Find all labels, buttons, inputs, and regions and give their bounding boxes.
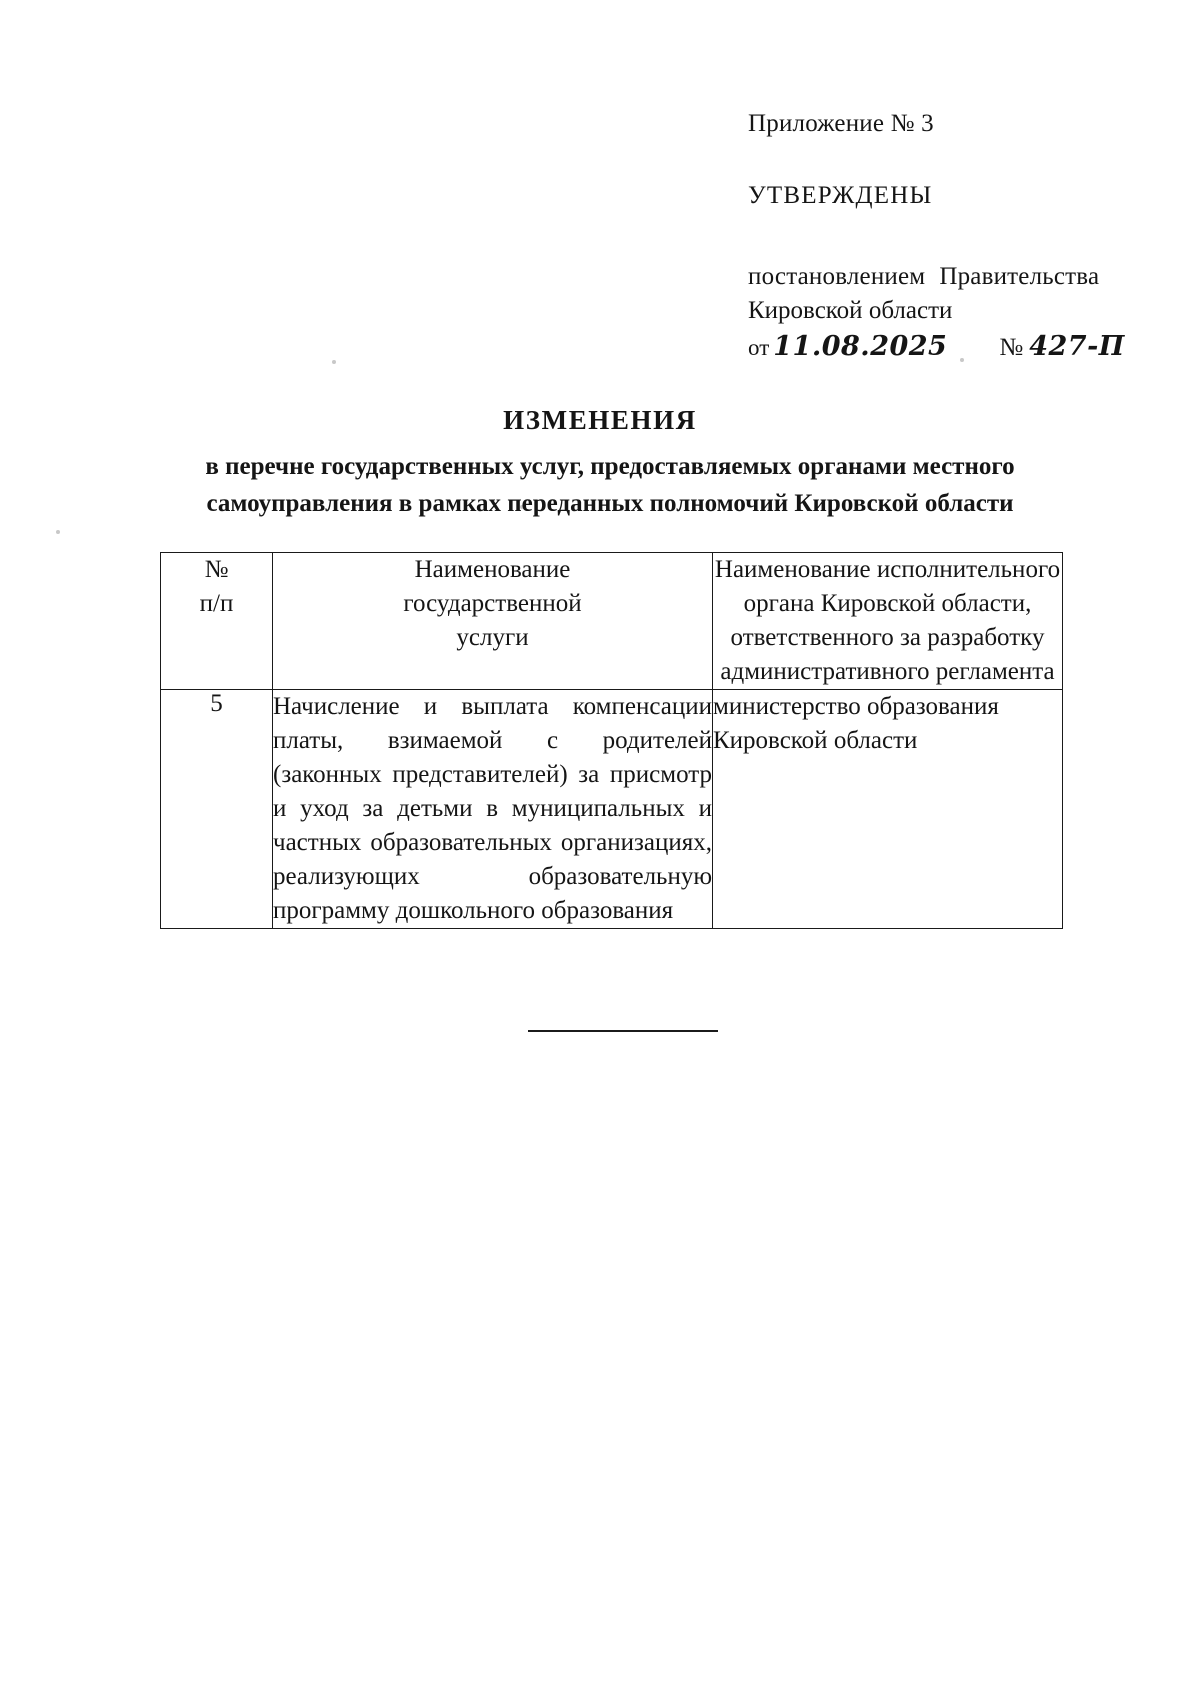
decree-number-value: 427-П: [1029, 331, 1125, 362]
column-header-body-line1: Наименование исполнительного: [714, 556, 1061, 583]
column-header-responsible-body: [713, 553, 1063, 690]
scan-speck: [332, 360, 336, 364]
column-header-number: [161, 553, 273, 690]
row-responsible-body: министерство образования Кировской области: [713, 690, 1063, 929]
subtitle-line-2: самоуправления в рамках переданных полномочий Кировской области: [206, 490, 1014, 517]
table-header-row: [161, 553, 1063, 690]
region-name: Кировской области: [748, 297, 953, 324]
column-header-body-line3: ответственного за разработку: [730, 624, 1045, 651]
scan-speck: [56, 530, 60, 534]
column-header-service-name: [273, 553, 713, 690]
column-header-number-line2: п/п: [199, 590, 234, 617]
subtitle-line-1: в перечне государственных услуг, предоставляемых органами местного: [205, 453, 1015, 480]
decree-date-row: [748, 330, 1168, 365]
column-header-body-line2: органа Кировской области,: [743, 590, 1032, 617]
column-header-service-line1: Наименование: [414, 556, 571, 583]
decree-word: постановлением: [748, 263, 926, 290]
approved-label: УТВЕРЖДЕНЫ: [748, 182, 933, 209]
government-word: Правительства: [939, 263, 1100, 290]
section-divider: [528, 1030, 718, 1032]
row-number: 5: [161, 690, 273, 929]
column-header-service-line3: услуги: [456, 624, 529, 651]
date-label: от: [748, 335, 770, 360]
column-header-service-line2: государственной: [403, 590, 582, 617]
appendix-label: Приложение № 3: [748, 110, 934, 137]
column-header-number-line1: №: [204, 556, 229, 583]
column-header-body-line4: административного регламента: [720, 658, 1055, 685]
number-sign: №: [999, 334, 1024, 361]
document-header: [748, 108, 1168, 365]
table-row: [161, 690, 1063, 929]
decree-reference: [748, 260, 1168, 365]
page-subtitle: [170, 448, 1050, 522]
page-title: ИЗМЕНЕНИЯ: [503, 405, 697, 435]
decree-date-value: 11.08.2025: [773, 331, 948, 362]
services-table-wrapper: [160, 552, 1062, 929]
row-service-name: Начисление и выплата компенсации платы, взимаемой с родителей (законных представителей) за присмотр и уход за детьми в муниципальных и частных образовательных организациях, реализующих образовательную программу дошкольного образования: [273, 690, 713, 929]
services-table: [160, 552, 1063, 929]
